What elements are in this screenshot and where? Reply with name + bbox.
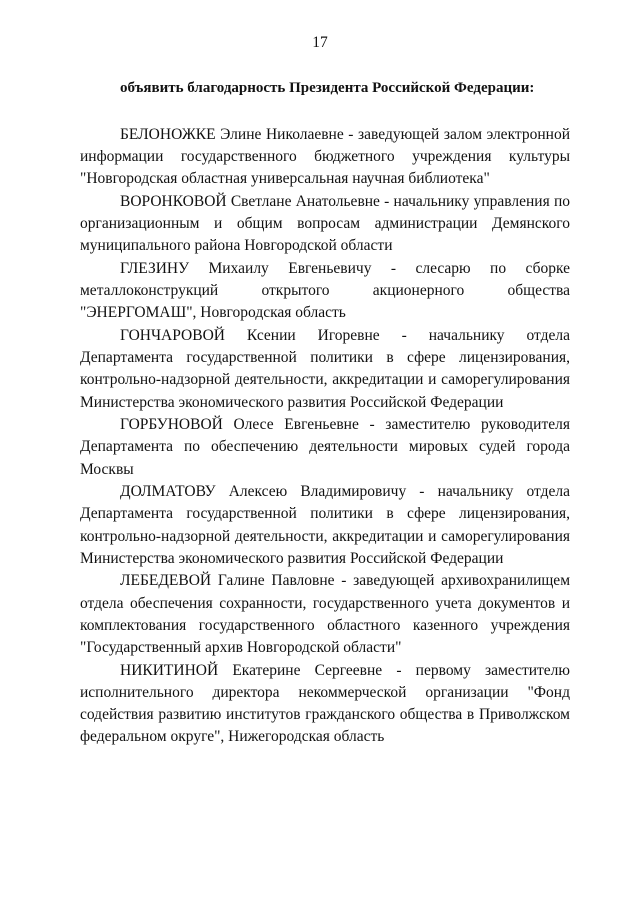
section-heading: объявить благодарность Президента Российской Федерации: xyxy=(120,80,535,96)
entry-text: ГЛЕЗИНУ Михаилу Евгеньевичу - слесарю по сборке металлоконструкций открытого акционерного общества "ЭНЕРГОМАШ", Новгородская область xyxy=(80,260,570,322)
award-entry xyxy=(80,124,570,191)
entry-text: ГОНЧАРОВОЙ Ксении Игоревне - начальнику отдела Департамента государственной политики в сфере лицензирования, контрольно-надзорной деятельности, аккредитации и саморегулирования Министерства экономического развития Российской Федерации xyxy=(80,327,570,411)
entry-text: ГОРБУНОВОЙ Олесе Евгеньевне - заместителю руководителя Департамента по обеспечению деятельности мировых судей города Москвы xyxy=(80,416,570,478)
award-entry xyxy=(80,660,570,749)
entry-text: БЕЛОНОЖКЕ Элине Николаевне - заведующей залом электронной информации государственного бюджетного учреждения культуры "Новгородская областная универсальная научная библиотека" xyxy=(80,126,570,188)
award-entry xyxy=(80,191,570,258)
page-number: 17 xyxy=(312,34,328,51)
award-entry xyxy=(80,414,570,481)
entry-text: ВОРОНКОВОЙ Светлане Анатольевне - начальнику управления по организационным и общим вопросам администрации Демянского муниципального района Новгородской области xyxy=(80,193,570,255)
entry-text: НИКИТИНОЙ Екатерине Сергеевне - первому заместителю исполнительного директора некоммерческой организации "Фонд содействия развитию институтов гражданского общества в Приволжском федеральном округе", Нижегородская область xyxy=(80,661,570,746)
entry-text: ЛЕБЕДЕВОЙ Галине Павловне - заведующей архивохранилищем отдела обеспечения сохранности, государственного учета документов и комплектования государственного областного казенного учреждения "Государственный архив Новгородской области" xyxy=(80,572,570,657)
award-list xyxy=(80,124,570,749)
award-entry xyxy=(80,570,570,659)
entry-text: ДОЛМАТОВУ Алексею Владимировичу - начальнику отдела Департамента государственной политики в сфере лицензирования, контрольно-надзорной деятельности, аккредитации и саморегулирования Министерства экономического развития Российской Федерации xyxy=(80,483,570,567)
award-entry xyxy=(80,325,570,414)
award-entry xyxy=(80,481,570,570)
award-entry xyxy=(80,258,570,325)
